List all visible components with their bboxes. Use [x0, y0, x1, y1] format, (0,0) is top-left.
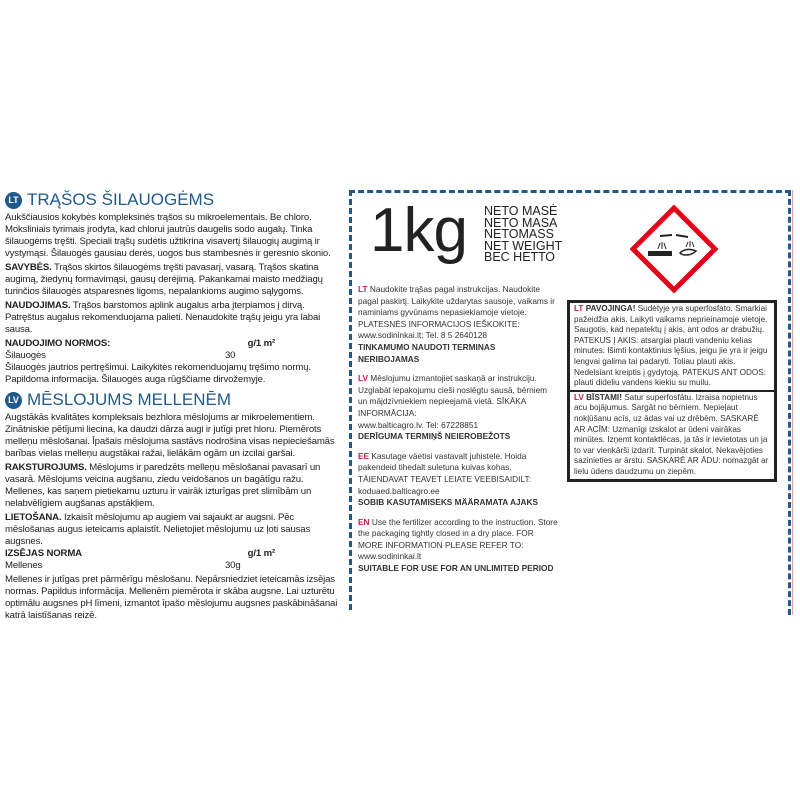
lv-title-text: MĒSLOJUMS MELLENĒM: [27, 390, 232, 409]
lv-intro: Augstākās kvalitātes kompleksais bezhlora mēslojums ar mikroelementiem. Zinātniskie pētījumi liecina, ka daudzi dārza augi ir jutīgi pret hloru. Piemērots melleņu mēslošanai. Īpašais mēslojuma sastāvs nodrošina visas nepieciešamās barības vielas melleņu augstākai ražai, lielākām ogām un izcilai garšai.: [5, 412, 335, 459]
lt-section: [5, 190, 340, 386]
lang-code: EN: [358, 516, 370, 527]
lt-properties: [5, 262, 340, 298]
lv-properties-text: Mēslojums ir paredzēts melleņu mēslošanai pavasarī un vasarā. Mēslojums veicina augšanu, ziedu veidošanos un bagātīgu ražu. Mellenes, kas saņem pietiekamu uzturu ir vairāk izturīgas pret slimībām un nelabvēlīgiem augšanas apstākļiem.: [5, 462, 321, 509]
lv-usage: [5, 512, 340, 548]
lv-section: [5, 390, 340, 622]
warning-text: Sudėtyje yra superfosfato. Smarkiai pažeidžia akis. Laikyti vaikams neprieinamoje vietoje. Saugotis, kad nepatektų į akis, ant odos ar drabužių. PATEKUS Į AKIS: atsargiai plauti vandeniu kelias minutes. Išimti kontaktinius lęšius, jeigu jie yra ir jeigu lengvai galima tai padaryti. Toliau plauti akis. Nedelsiant kreiptis į gydytoją. PATEKUS ANT ODOS: plauti dideliu vandens kiekiu su muilu.: [574, 304, 768, 388]
storage-contact: www.sodininkai.lt; Tel. 8 5 2640128: [358, 330, 487, 341]
lang-code: LT: [574, 304, 584, 313]
lv-usage-label: LIETOŠANA.: [5, 512, 62, 523]
lv-properties: [5, 462, 340, 510]
net-weight-label: NETOMASS: [484, 227, 554, 241]
left-column: [5, 190, 340, 622]
lt-note: Šilauogės jautrios pertręšimui. Laikykitės rekomenduojamų tręšimo normų. Papildoma informacija. Šilauogės auga rūgščiame dirvožemyje.: [5, 362, 311, 385]
lv-usage-text: Izkaisīt mēslojumu ap augiem vai sajaukt ar augsni. Pēc mēslošanas augus ieteicams aplaistīt. Nelietojiet mēslojumu uz ļoti sausas augsnes.: [5, 512, 311, 547]
lv-norms-row: [5, 560, 275, 572]
storage-en: [358, 517, 558, 575]
storage-shelf-life: TINKAMUMO NAUDOTI TERMINAS NERIBOJAMAS: [358, 341, 496, 364]
net-weight-label: NET WEIGHT: [484, 238, 563, 253]
lv-norms-header: [5, 548, 275, 560]
hazard-warnings-box: [567, 300, 777, 482]
net-weight-label: NETO MASA: [484, 215, 558, 230]
storage-column: [358, 284, 558, 575]
storage-ee: [358, 451, 558, 509]
lt-norms-value: 30: [225, 350, 236, 361]
warning-label: PAVOJINGA!: [585, 304, 636, 313]
storage-contact: www.balticagro.lv. Tel: 67228851: [358, 419, 479, 430]
lv-badge: LV: [5, 392, 22, 409]
storage-shelf-life: SUITABLE FOR USE FOR AN UNLIMITED PERIOD: [358, 563, 554, 574]
lt-usage-label: NAUDOJIMAS.: [5, 300, 71, 311]
storage-shelf-life: DERĪGUMA TERMIŅŠ NEIEROBEŽOTS: [358, 431, 511, 442]
lt-title: [5, 190, 340, 210]
lt-norms-plant: Šilauogės: [5, 350, 46, 361]
lv-norms-value: 30g: [225, 560, 241, 571]
lang-code: LV: [358, 373, 368, 384]
storage-shelf-life: SOBIB KASUTAMISEKS MÄÄRAMATA AJAKS: [358, 497, 539, 508]
lt-norms-header: [5, 338, 275, 350]
lang-code: LV: [574, 392, 584, 402]
storage-info: TÄIENDAVAT TEAVET LEIATE VEEBISAIDILT:: [358, 473, 531, 484]
storage-text: Naudokite trąšas pagal instrukcijas. Naudokite pagal paskirtį. Laikykite uždarytas sausoje, vaikams ir naminiams gyvūnams nepasiekiamoje vietoje.: [358, 284, 555, 318]
lv-properties-label: RAKSTUROJUMS.: [5, 462, 87, 473]
lt-norms-unit: g/1 m²: [247, 338, 275, 349]
storage-contact: koduaed.balticagro.ee: [358, 485, 440, 496]
lt-usage: [5, 300, 340, 336]
lt-badge: LT: [5, 192, 22, 209]
lv-norms-unit: g/1 m²: [247, 548, 275, 559]
lt-norms-row: [5, 350, 275, 362]
storage-text: Use the fertilizer according to the instruction. Store the packaging tightly closed in a dry place. FOR MORE INFORMATION PLEASE REFER TO:: [358, 516, 558, 550]
lt-properties-label: SAVYBĖS.: [5, 262, 52, 273]
storage-contact: www.sodininkai.lt: [358, 551, 422, 562]
lv-title: [5, 390, 340, 410]
net-weight-label: ВЕС НЕТТО: [484, 250, 555, 264]
cut-line-right: [788, 190, 791, 615]
net-weight-label: NETO MASĖ: [484, 204, 558, 218]
warning-label: BĪSTAMI!: [586, 392, 622, 402]
cut-line-left: [349, 190, 352, 610]
net-weight-labels: [484, 206, 562, 264]
storage-text: Kasutage väetisi vastavalt juhistele. Hoida pakendeid tihedalt suletuna kuivas kohas.: [358, 450, 527, 473]
warning-lt: [570, 303, 774, 390]
lt-title-text: TRĄŠOS ŠILAUOGĖMS: [27, 190, 215, 209]
lv-note: Mellenes ir jutīgas pret pārmērīgu mēslošanu. Nepārsniedziet ieteicamās izsējas normas. Papildus informācija. Mellenēm piemērota ir skāba augsne. Lai uzturētu optimālu augsnes pH līmeni, izmantot īpašo mēslojumu augsnes paskābināšanai katrā laistīšanas reizē.: [5, 574, 338, 621]
lang-code: LT: [358, 284, 368, 294]
lang-code: EE: [358, 450, 370, 461]
lt-properties-text: Trąšos skirtos šilauogėms tręšti pavasarį, vasarą. Trąšos skatina augimą, žiedynų formavimąsi, gausų derėjimą. Pakankamai maisto medžiagų turinčios šilauogės atsparesnės ligoms, nepalankioms augimo sąlygoms.: [5, 262, 323, 297]
net-weight-value: 1kg: [370, 196, 467, 265]
warning-text: Satur superfosfātu. Izraisa nopietnus acu bojājumus. Sargāt no bērniem. Nepieļaut nokļūšanu acīs, uz ādas vai uz drēbēm. SASKARĒ AR ACĪM: Uzmanīgi izskalot ar ūdeni vairākas minūtes. Izņemt kontaktlēcas, ja tās ir ievietotas un ja to var vienkārši izdarīt. Turpināt skalot. Nekavējoties sazinieties ar ārstu. SASKARĒ AR ĀDU: nomazgāt ar lielu ūdens daudzumu un ziepēm.: [574, 392, 769, 476]
cut-line-top: [349, 190, 791, 193]
lt-norms-label: NAUDOJIMO NORMOS:: [5, 338, 111, 349]
edge-line: [792, 190, 793, 615]
lv-norms-plant: Mellenes: [5, 560, 43, 571]
storage-info: PLATESNĖS INFORMACIJOS IEŠKOKITE:: [358, 318, 520, 329]
storage-lt: [358, 284, 558, 365]
corrosive-hazard-icon: [630, 205, 718, 293]
lt-intro: Aukščiausios kokybės kompleksinės trąšos su mikroelementais. Be chloro. Moksliniais tyrimais įrodyta, kad chlorui jautrūs daugelis sodo augalų. Tinka šilauogėms tręšti. Speciali trąšų sudėtis užtikrina visavertį šilauogių augimą ir vystymąsi. Šilauogės gausiau derės, uogos bus stambesnės ir geresnio skonio.: [5, 212, 331, 259]
warning-lv: [570, 390, 774, 479]
storage-lv: [358, 373, 558, 443]
lv-norms-label: IZSĒJAS NORMA: [5, 548, 82, 559]
storage-text: Mēslojumu izmantojiet saskaņā ar instrukciju. Uzglabāt iepakojumu cieši noslēgtu sausā, bērniem un mājdzīvniekiem nepieejamā vietā. SĪKĀKA INFORMĀCIJA:: [358, 373, 548, 418]
lt-usage-text: Trąšos barstomos aplink augalus arba įterpiamos į dirvą. Patręštus augalus rekomenduojama palieti. Nenaudokite trąšų jeigu yra labai sausa.: [5, 300, 321, 335]
